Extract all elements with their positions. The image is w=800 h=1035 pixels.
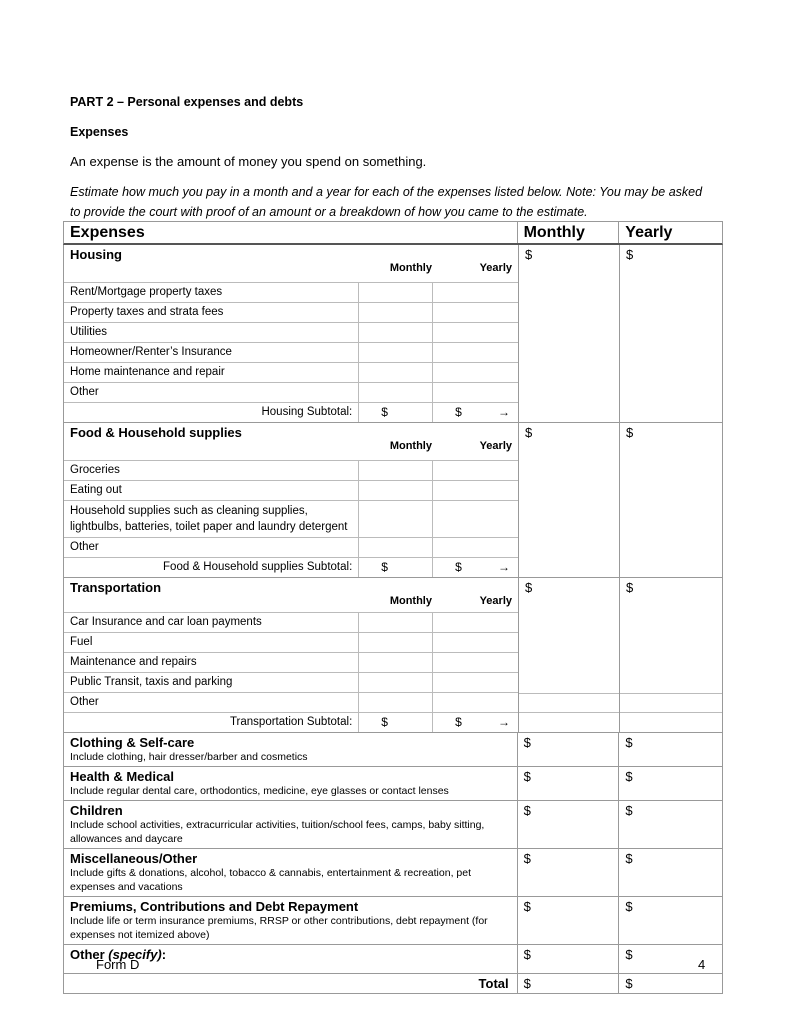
premiums-yearly-field[interactable]: $	[625, 899, 633, 914]
row-monthly-field[interactable]	[359, 323, 433, 342]
housing-title: Housing	[70, 247, 122, 262]
clothing-title: Clothing & Self-care	[70, 735, 195, 750]
children-desc: Include school activities, extracurricular activities, tuition/school fees, camps, baby sitting, allowances and daycare	[70, 819, 485, 845]
health-monthly-field[interactable]: $	[523, 769, 531, 784]
housing-row	[64, 302, 518, 322]
row-yearly-field[interactable]	[433, 538, 518, 557]
misc-yearly-field[interactable]: $	[625, 851, 633, 866]
row-yearly-field[interactable]	[433, 693, 518, 712]
table-header	[63, 221, 723, 245]
row-label: Other	[64, 383, 359, 402]
row-yearly-field[interactable]	[433, 501, 518, 537]
children-yearly-field[interactable]: $	[625, 803, 633, 818]
food-section	[63, 423, 723, 578]
row-yearly-field[interactable]	[433, 673, 518, 692]
expenses-table	[63, 221, 723, 994]
row-yearly-field[interactable]	[433, 633, 518, 652]
health-yearly-field[interactable]: $	[625, 769, 633, 784]
health-section	[63, 767, 723, 801]
transport-row	[64, 632, 518, 652]
subtotal-yearly-field[interactable]: $ →	[433, 713, 518, 732]
transport-row	[64, 692, 518, 712]
subtotal-monthly-field[interactable]: $	[359, 558, 433, 577]
row-label: Homeowner/Renter’s Insurance	[64, 343, 359, 362]
food-row	[64, 480, 518, 500]
housing-row	[64, 342, 518, 362]
misc-monthly-field[interactable]: $	[523, 851, 531, 866]
food-title: Food & Household supplies	[70, 425, 242, 440]
header-monthly: Monthly	[518, 222, 620, 243]
total-label: Total	[64, 974, 518, 993]
row-monthly-field[interactable]	[359, 303, 433, 322]
row-label: Other	[64, 693, 359, 712]
food-row	[64, 537, 518, 557]
other-yearly-field[interactable]: $	[625, 947, 633, 962]
arrow-icon: →	[498, 715, 510, 729]
row-yearly-field[interactable]	[433, 343, 518, 362]
part-heading: PART 2 – Personal expenses and debts	[70, 95, 304, 109]
row-label: Eating out	[64, 481, 359, 500]
row-yearly-field[interactable]	[433, 481, 518, 500]
health-title: Health & Medical	[70, 769, 175, 784]
premiums-title: Premiums, Contributions and Debt Repayment	[70, 899, 359, 914]
row-yearly-field[interactable]	[433, 613, 518, 632]
header-yearly: Yearly	[625, 224, 673, 241]
premiums-monthly-field[interactable]: $	[523, 899, 531, 914]
footer-form-name: Form D	[96, 957, 140, 972]
arrow-icon: →	[498, 560, 510, 574]
row-yearly-field[interactable]	[433, 461, 518, 480]
row-yearly-field[interactable]	[433, 323, 518, 342]
premiums-section	[63, 897, 723, 945]
transport-sub-monthly: Monthly	[389, 595, 432, 607]
premiums-desc: Include life or term insurance premiums, RRSP or other contributions, debt repayment (for expenses not itemized above)	[70, 915, 488, 941]
row-label: Fuel	[64, 633, 359, 652]
housing-row	[64, 282, 518, 302]
subtotal-yearly-field[interactable]: $ →	[433, 558, 518, 577]
row-label: Home maintenance and repair	[64, 363, 359, 382]
row-label: Car Insurance and car loan payments	[64, 613, 359, 632]
row-monthly-field[interactable]	[359, 283, 433, 302]
housing-sub-yearly: Yearly	[479, 262, 512, 274]
clothing-yearly-field[interactable]: $	[625, 735, 633, 750]
transport-sub-yearly: Yearly	[479, 595, 512, 607]
clothing-desc: Include clothing, hair dresser/barber and cosmetics	[70, 751, 308, 763]
housing-yearly-total-field[interactable]: $	[626, 247, 634, 262]
other-monthly-field[interactable]: $	[523, 947, 531, 962]
row-label: Public Transit, taxis and parking	[64, 673, 359, 692]
other-title: Other (specify):	[70, 947, 167, 962]
health-desc: Include regular dental care, orthodontics, medicine, eye glasses or contact lenses	[70, 785, 449, 797]
row-yearly-field[interactable]	[433, 303, 518, 322]
food-yearly-total-field[interactable]: $	[626, 425, 634, 440]
row-monthly-field[interactable]	[359, 383, 433, 402]
clothing-section	[63, 733, 723, 767]
housing-row	[64, 362, 518, 382]
other-section	[63, 945, 723, 974]
food-sub-monthly: Monthly	[389, 440, 432, 452]
subtotal-label: Transportation Subtotal:	[64, 713, 359, 732]
row-label: Maintenance and repairs	[64, 653, 359, 672]
row-yearly-field[interactable]	[433, 383, 518, 402]
arrow-icon: →	[498, 405, 510, 419]
food-monthly-total-field[interactable]: $	[525, 425, 533, 440]
subtotal-yearly-field[interactable]: $ →	[433, 403, 518, 422]
misc-section	[63, 849, 723, 897]
row-yearly-field[interactable]	[433, 283, 518, 302]
subtotal-label: Housing Subtotal:	[64, 403, 359, 422]
food-sub-yearly: Yearly	[479, 440, 512, 452]
subtotal-monthly-field[interactable]: $	[359, 713, 433, 732]
transport-row	[64, 672, 518, 692]
transport-monthly-total-field[interactable]: $	[525, 580, 533, 595]
total-yearly-field[interactable]: $	[625, 976, 633, 991]
row-monthly-field[interactable]	[359, 653, 433, 672]
housing-monthly-total-field[interactable]: $	[525, 247, 533, 262]
row-yearly-field[interactable]	[433, 363, 518, 382]
row-yearly-field[interactable]	[433, 653, 518, 672]
total-row	[63, 974, 723, 994]
instructions-text: Estimate how much you pay in a month and a year for each of the expenses listed below. Note: You may be asked to provide the court with proof of an amount or a breakdown of how you came to the estimate.	[70, 185, 703, 219]
transport-row	[64, 652, 518, 672]
total-monthly-field[interactable]: $	[523, 976, 531, 991]
expense-definition: An expense is the amount of money you spend on something.	[70, 154, 427, 169]
row-monthly-field[interactable]	[359, 613, 433, 632]
row-label: Other	[64, 538, 359, 557]
row-monthly-field[interactable]	[359, 501, 433, 537]
transport-yearly-total-field[interactable]: $	[626, 580, 634, 595]
food-subtotal-row	[64, 557, 518, 577]
transport-title: Transportation	[70, 580, 162, 595]
row-monthly-field[interactable]	[359, 538, 433, 557]
food-row	[64, 500, 518, 537]
row-label: Rent/Mortgage property taxes	[64, 283, 359, 302]
row-label: Utilities	[64, 323, 359, 342]
transport-subtotal-row	[64, 712, 518, 732]
subtotal-monthly-field[interactable]: $	[359, 403, 433, 422]
children-title: Children	[70, 803, 123, 818]
row-monthly-field[interactable]	[359, 693, 433, 712]
transport-section	[63, 578, 723, 733]
housing-row	[64, 382, 518, 402]
housing-row	[64, 322, 518, 342]
row-label: Groceries	[64, 461, 359, 480]
row-monthly-field[interactable]	[359, 363, 433, 382]
row-monthly-field[interactable]	[359, 481, 433, 500]
food-row	[64, 460, 518, 480]
row-monthly-field[interactable]	[359, 673, 433, 692]
misc-desc: Include gifts & donations, alcohol, tobacco & cannabis, entertainment & recreation, pet expenses and vacations	[70, 867, 471, 893]
housing-sub-monthly: Monthly	[389, 262, 432, 274]
footer-page-number: 4	[698, 957, 706, 972]
housing-subtotal-row	[64, 402, 518, 422]
header-expenses: Expenses	[64, 222, 518, 243]
row-label: Property taxes and strata fees	[64, 303, 359, 322]
row-monthly-field[interactable]	[359, 343, 433, 362]
housing-section	[63, 245, 723, 423]
children-section	[63, 801, 723, 849]
children-monthly-field[interactable]: $	[523, 803, 531, 818]
transport-row	[64, 612, 518, 632]
row-monthly-field[interactable]	[359, 461, 433, 480]
row-label: Household supplies such as cleaning supplies, lightbulbs, batteries, toilet paper and laundry detergent	[64, 501, 359, 537]
clothing-monthly-field[interactable]: $	[523, 735, 531, 750]
misc-title: Miscellaneous/Other	[70, 851, 198, 866]
section-heading: Expenses	[70, 125, 129, 139]
subtotal-label: Food & Household supplies Subtotal:	[64, 558, 359, 577]
row-monthly-field[interactable]	[359, 633, 433, 652]
